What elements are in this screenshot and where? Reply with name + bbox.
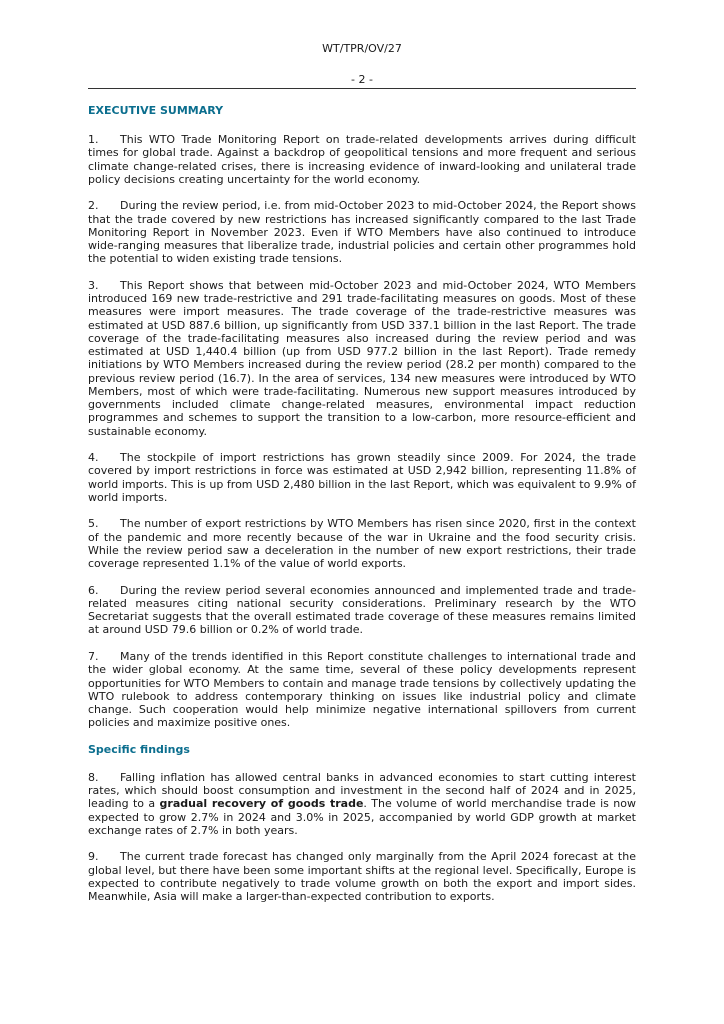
paragraph-number: 8. [88, 770, 99, 784]
paragraph-text-after: . The volume of world merchandise trade is now expected to grow 2.7% in 2024 and 3.0% in 2025, accompanied by world GDP growth at market exchange rates of 2.7% in both years. [88, 797, 636, 837]
paragraph-number: 9. [88, 850, 99, 864]
paragraph-3 [88, 279, 636, 438]
paragraph-text: This WTO Trade Monitoring Report on trade-related developments arrives during difficult times for global trade. Against a backdrop of geopolitical tensions and more frequent and serious climate change-related crises, there is increasing evidence of inward-looking and unilateral trade policy decisions creating uncertainty for the world economy. [88, 133, 636, 186]
paragraph-bold-phrase: gradual recovery of goods trade [159, 797, 364, 811]
page-number: - 2 - [351, 73, 373, 86]
paragraph-9 [88, 850, 636, 903]
section-heading-specific-findings: Specific findings [88, 742, 190, 756]
paragraph-text: During the review period, i.e. from mid-October 2023 to mid-October 2024, the Report shows that the trade covered by new restrictions has increased significantly compared to the last Trade Monitoring Report in November 2023. Even if WTO Members have also continued to introduce wide-ranging measures that liberalize trade, industrial policies and certain other programmes hold the potential to widen existing trade tensions. [88, 199, 636, 266]
paragraph-text: The current trade forecast has changed only marginally from the April 2024 forecast at the global level, but there have been some important shifts at the regional level. Specifically, Europe is expected to contribute negatively to trade volume growth on both the export and import sides. Meanwhile, Asia will make a larger-than-expected contribution to exports. [88, 850, 636, 904]
paragraph-2 [88, 199, 636, 265]
paragraph-number: 6. [88, 583, 99, 597]
paragraph-4 [88, 451, 636, 504]
header-rule [88, 88, 636, 89]
paragraph-text: The number of export restrictions by WTO Members has risen since 2020, first in the context of the pandemic and more recently because of the war in Ukraine and the food security crisis. While the review period saw a deceleration in the number of new export restrictions, their trade coverage represented 1.1% of the value of world exports. [88, 517, 636, 571]
paragraph-7 [88, 650, 636, 730]
section-heading-executive-summary: EXECUTIVE SUMMARY [88, 104, 224, 117]
paragraph-text: Many of the trends identified in this Report constitute challenges to international trade and the wider global economy. At the same time, several of these policy developments represent opportunities for WTO Members to contain and manage trade tensions by collectively updating the WTO rulebook to address contemporary thinking on issues like industrial policy and climate change. Such cooperation would help minimize negative international spillovers from current policies and maximize positive ones. [88, 650, 636, 730]
paragraph-number: 5. [88, 517, 99, 531]
paragraph-number: 1. [88, 133, 99, 146]
paragraph-text: During the review period several economies announced and implemented trade and trade-related measures citing national security considerations. Preliminary research by the WTO Secretariat suggests that the overall estimated trade coverage of these measures remains limited at around USD 79.6 billion or 0.2% of world trade. [88, 583, 636, 637]
paragraph-5 [88, 517, 636, 570]
paragraph-text: This Report shows that between mid-October 2023 and mid-October 2024, WTO Members introduced 169 new trade-restrictive and 291 trade-facilitating measures on goods. Most of these measures were import measures. The trade coverage of the trade-restrictive measures was estimated at USD 887.6 billion, up significantly from USD 337.1 billion in the last Report. The trade coverage of the trade-facilitating measures also increased during the review period and was estimated at USD 1,440.4 billion (up from USD 977.2 billion in the last Report). Trade remedy initiations by WTO Members increased during the review period (28.2 per month) compared to the previous review period (16.7). In the area of services, 134 new measures were introduced by WTO Members, most of which were trade-facilitating. Numerous new support measures introduced by governments included climate change-related measures, environmental impact reduction programmes and schemes to support the transition to a low-carbon, more resource-efficient and sustainable economy. [88, 278, 636, 438]
paragraph-number: 7. [88, 650, 99, 664]
paragraph-number: 2. [88, 199, 99, 213]
paragraph-6 [88, 584, 636, 637]
paragraph-8 [88, 771, 636, 837]
document-code: WT/TPR/OV/27 [322, 42, 402, 55]
paragraph-number: 4. [88, 451, 99, 465]
paragraph-number: 3. [88, 278, 99, 292]
paragraph-text: The stockpile of import restrictions has grown steadily since 2009. For 2024, the trade covered by import restrictions in force was estimated at USD 2,942 billion, representing 11.8% of world imports. This is up from USD 2,480 billion in the last Report, which was equivalent to 9.9% of world imports. [88, 451, 636, 504]
paragraph-text-before: Falling inflation has allowed central banks in advanced economies to start cutting interest rates, which should boost consumption and investment in the second half of 2024 and in 2025, leading to a [88, 770, 636, 811]
paragraph-1 [88, 133, 636, 186]
